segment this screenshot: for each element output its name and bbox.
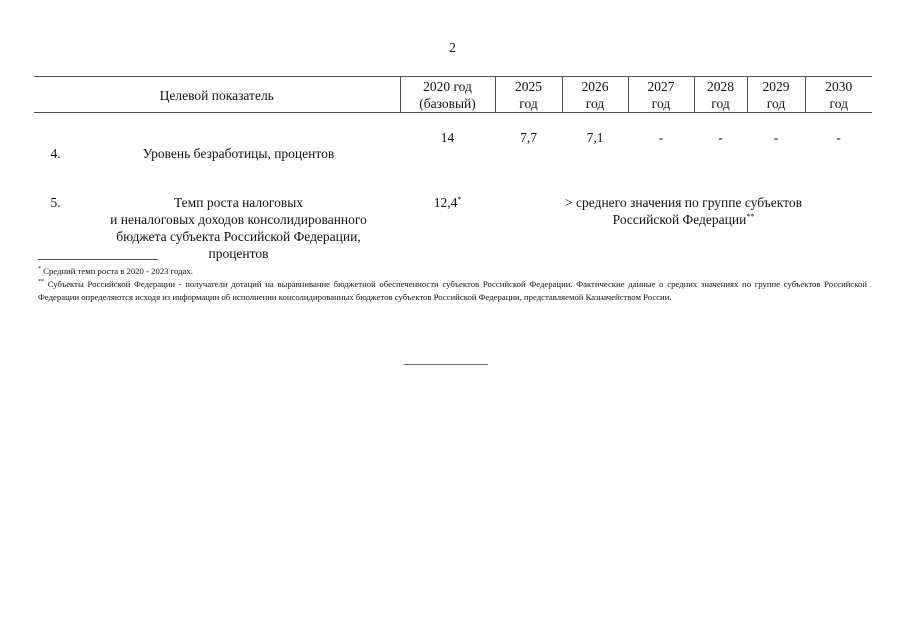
header-year-2028: 2028 год: [694, 77, 747, 113]
cell-merged-target: > среднего значения по группе субъектов Российской Федерации**: [565, 195, 802, 227]
header-year-2020: 2020 год (базовый): [400, 77, 495, 113]
header-indicator: Целевой показатель: [34, 77, 400, 113]
footnote-ref: *: [457, 195, 462, 204]
cell-value-2025: 7,7: [520, 130, 537, 145]
cell-value-2026: 7,1: [586, 130, 604, 145]
cell-base-value: 12,4*: [433, 195, 462, 210]
row-indicator-name: Темп роста налоговых и неналоговых доходов консолидированного бюджета субъекта Российской Федерации, процентов: [110, 195, 367, 261]
row-number: 4.: [50, 146, 61, 161]
header-year-2027: 2027 год: [628, 77, 694, 113]
header-year-2026: 2026 год: [562, 77, 628, 113]
table-row: [34, 194, 872, 262]
row-number: 5.: [50, 195, 61, 210]
header-year-2029: 2029 год: [747, 77, 805, 113]
cell-value-2027: -: [658, 130, 664, 145]
row-indicator-name: Уровень безработицы, процентов: [142, 146, 335, 161]
header-year-2030: 2030 год: [805, 77, 872, 113]
cell-value-2028: -: [718, 130, 723, 145]
cell-base-value: 14: [440, 130, 455, 145]
footnote-1: * Средний темп роста в 2020 - 2023 годах.: [38, 266, 193, 276]
footnote-2: ** Субъекты Российской Федерации - получатели дотаций на выравнивание бюджетной обеспеченности субъектов Российской Федерации. Фактические данные о средних значениях по группе субъектов Российской Федерации определяются исходя из информации об исполнении консолидированных бюджетов субъектов Российской Федерации, представляемой Казначейством России.: [38, 279, 867, 302]
footnote-ref: **: [746, 212, 755, 221]
footnotes: [38, 265, 867, 304]
target-indicators-table: [34, 76, 872, 262]
header-year-2025: 2025 год: [495, 77, 562, 113]
document-end-rule: [404, 364, 488, 365]
footnote-divider: [38, 259, 158, 260]
cell-value-2030: -: [836, 130, 841, 145]
table-header-row: [34, 77, 872, 113]
table-row: [34, 113, 872, 195]
page-number: 2: [449, 41, 456, 56]
cell-value-2029: -: [773, 130, 779, 145]
